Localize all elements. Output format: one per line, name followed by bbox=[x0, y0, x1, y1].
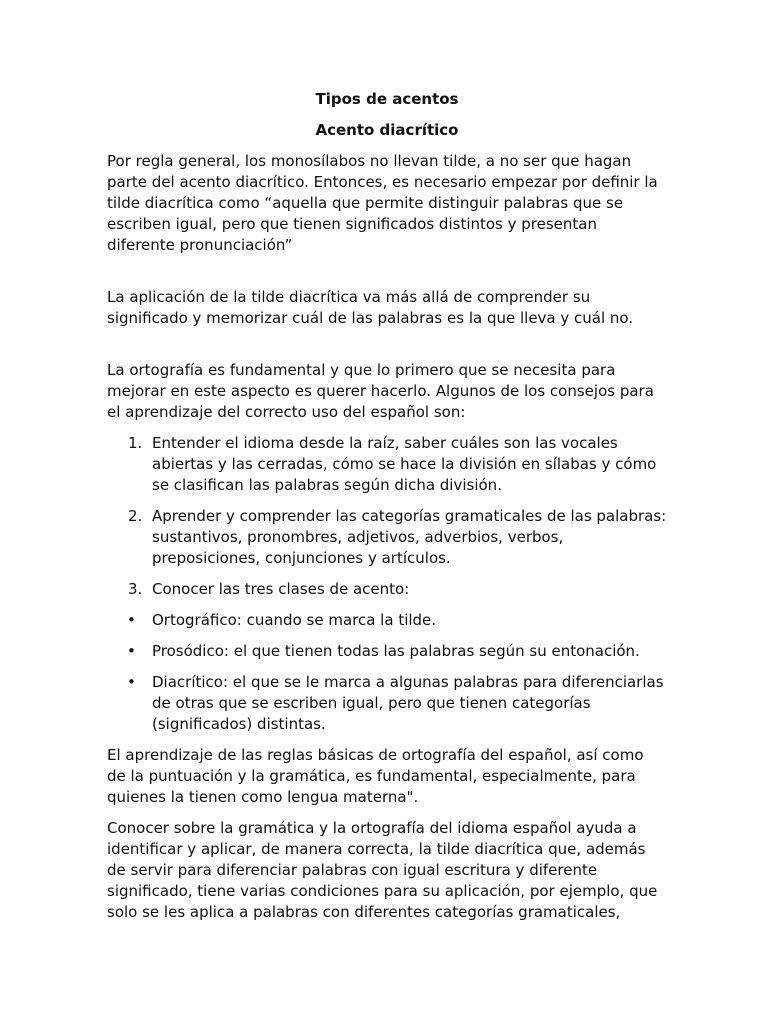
list-item bbox=[107, 506, 667, 569]
bullet-icon: • bbox=[127, 673, 136, 691]
list-item-text: Aprender y comprender las categorías gramaticales de las palabras: sustantivos, pronombres, adjetivos, adverbios, verbos, preposiciones, conjunciones y artículos. bbox=[152, 507, 667, 567]
numbered-list bbox=[107, 433, 667, 600]
bullet-icon: • bbox=[127, 611, 136, 629]
list-item-text: Prosódico: el que tienen todas las palabras según su entonación. bbox=[152, 642, 640, 660]
document-subtitle: Acento diacrítico bbox=[315, 121, 459, 139]
paragraph: Conocer sobre la gramática y la ortografía del idioma español ayuda a identificar y aplicar, de manera correcta, la tilde diacrítica que, además de servir para diferenciar palabras con igual escritura y diferente significado, tiene varias condiciones para su aplicación, por ejemplo, que solo se les aplica a palabras con diferentes categorías gramaticales, bbox=[107, 819, 658, 921]
list-number: 3. bbox=[128, 580, 143, 598]
list-item-text: Entender el idioma desde la raíz, saber cuáles son las vocales abiertas y las cerradas, cómo se hace la división en sílabas y cómo se clasifican las palabras según dicha división. bbox=[152, 434, 657, 494]
list-item-text: Diacrítico: el que se le marca a algunas palabras para diferenciarlas de otras que se escriben igual, pero que tienen categorías (significados) distintas. bbox=[152, 673, 664, 733]
document-content bbox=[107, 89, 667, 933]
list-item bbox=[107, 433, 667, 496]
bullet-list bbox=[107, 610, 667, 735]
list-item-text: Ortográfico: cuando se marca la tilde. bbox=[152, 611, 437, 629]
list-item-text: Conocer las tres clases de acento: bbox=[152, 580, 410, 598]
paragraph: La aplicación de la tilde diacrítica va más allá de comprender su significado y memorizar cuál de las palabras es la que lleva y cuál no. bbox=[107, 288, 634, 327]
list-number: 1. bbox=[128, 434, 143, 452]
document-title: Tipos de acentos bbox=[315, 90, 459, 108]
bullet-icon: • bbox=[127, 642, 136, 660]
blank-line bbox=[107, 339, 667, 360]
list-item bbox=[107, 641, 667, 662]
list-item bbox=[107, 579, 667, 600]
list-item bbox=[107, 610, 667, 631]
paragraph: El aprendizaje de las reglas básicas de ortografía del español, así como de la puntuación y la gramática, es fundamental, especialmente, para quienes la tienen como lengua materna". bbox=[107, 746, 644, 806]
paragraph: Por regla general, los monosílabos no llevan tilde, a no ser que hagan parte del acento diacrítico. Entonces, es necesario empezar por definir la tilde diacrítica como “aquella que permite distinguir palabras que se escriben igual, pero que tienen significados distintos y presentan diferente pronunciación” bbox=[107, 152, 658, 254]
paragraph: La ortografía es fundamental y que lo primero que se necesita para mejorar en este aspecto es querer hacerlo. Algunos de los consejos para el aprendizaje del correcto uso del español son: bbox=[107, 361, 654, 421]
blank-line bbox=[107, 266, 667, 287]
list-number: 2. bbox=[128, 507, 143, 525]
list-item bbox=[107, 672, 667, 735]
